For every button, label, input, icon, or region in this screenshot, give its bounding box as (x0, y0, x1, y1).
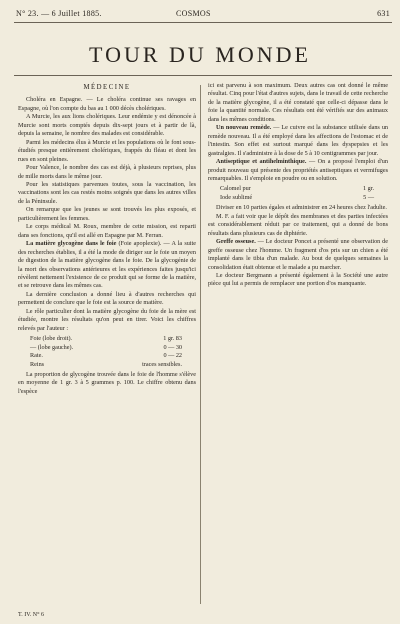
paragraph: La dernière conclusion a donné lieu à d'autres recherches qui permettent de conclure que le foie est la source de matière. (18, 290, 196, 307)
left-column (18, 82, 196, 612)
title-rule (14, 75, 392, 76)
paragraph: M. F. a fait voir que le dépôt des membranes et des parties infectées est considérablement réduit par ce traitement, qui a donné de bons résultats dans plusieurs cas de diphtérie. (208, 212, 388, 237)
footer-signature: T. IV. N° 6 (18, 612, 45, 618)
paragraph: A Murcie, les aux lions cholériques. Leur endémie y est dénoncée à Murcie sont morts comptés depuis dix-sept jours et à partir de là, depuis la semaine, le nombre des malades est considérable. (18, 113, 196, 138)
article-text: (Foie apoplexie). — A la suite des recherches établies, il a été la mode de diriger sur le foie un moyen de digestion de la matière glycogène dans le foie. De la glycogénie de la mort des observations antérieures et les expériences faites jusqu'ici révèlent nettement l'existence de ce produit qui se forme de la matière, et se retrouve dans les mêmes cas. (18, 240, 196, 290)
paragraph: Le docteur Bergmann a présenté également à la Société une autre pièce qui lui a permis de remplacer une portion d'os manquante. (208, 271, 388, 288)
paragraph: ici est parvenu à son maximum. Deux autres cas ont donné le même résultat. Cinq pour l'état d'autres sujets, dans le travail de cette recherche de la matière glycogène, il a été constaté que celle-ci dépasse dans le foie la quantité normale. Ces résultats ont été vérifiés sur des animaux dans les mêmes conditions. (208, 82, 388, 123)
table-row (18, 344, 196, 352)
right-column (208, 82, 388, 612)
paragraph: Diviser en 10 parties égales et administrer en 24 heures chez l'adulte. (216, 204, 387, 212)
paragraph: Le rôle particulier dont la matière glycogène du foie de la mère est étudiée, montre les résultats qu'on peut en tirer. Voici les chiffres relevés par l'auteur : (18, 307, 196, 332)
paragraph: On remarque que les jeunes se sont trouvés les plus exposés, et particulièrement les femmes. (18, 206, 196, 222)
table-value: 5 — (363, 193, 374, 201)
issue-number: N° 23. — 6 Juillet 1885. (16, 9, 102, 18)
article-text: — Le cuivre est la substance utilisée dans un remède nouveau. Il a été employé dans les affections de l'estomac et de l'intestin. Son effet est surtout marqué dans les dyspepsies et les gastralgies. Il s'administre à la dose de 5 à 10 centigrammes par jour. (208, 124, 388, 157)
table-label: Iode sublimé (220, 193, 253, 201)
table-label: Foie (lobe droit). (30, 335, 73, 343)
data-table (18, 335, 196, 369)
table-value: 1 gr. (363, 185, 374, 193)
table-label: Calomel pur (220, 185, 251, 193)
table-label: Reins (30, 360, 45, 368)
table-row (18, 352, 196, 360)
table-value: traces sensibles. (142, 360, 182, 368)
page-number: 631 (377, 9, 390, 18)
paragraph (208, 158, 388, 183)
page-title: TOUR DU MONDE (89, 42, 311, 67)
table-value: 0 — 30 (163, 343, 182, 351)
paragraph (208, 238, 388, 272)
column-divider (200, 85, 201, 604)
table-value: 1 gr. 83 (163, 335, 182, 343)
article-heading: Greffe osseuse. (216, 238, 256, 246)
table-label: Rate. (30, 352, 43, 360)
table-row (18, 335, 196, 343)
table-label: — (lobe gauche). (30, 343, 74, 351)
paragraph: La proportion de glycogène trouvée dans le foie de l'homme s'élève en moyenne de 1 gr. 3 à 5 grammes p. 100. Le chiffre obtenu dans l'espèce (18, 370, 196, 395)
article-text: — On a proposé l'emploi d'un produit nouveau qui présente des propriétés antiseptiques et vermifuges remarquables. Il s'emploie en poudre ou en solution. (208, 158, 388, 182)
journal-name: COSMOS (176, 9, 211, 18)
paragraph: Parmi les médecins élus à Murcie et les populations où le font sous-étudiés presque entièrement cholériques, frappés du fléau et dont les rues en sont pleines. (18, 138, 196, 163)
article-heading: Un nouveau remède. (216, 124, 272, 132)
article-heading: La matière glycogène dans le foie (26, 240, 117, 248)
paragraph: Pour Valence, le nombre des cas est déjà, à plusieurs reprises, plus de mille morts dans le même jour. (18, 164, 196, 180)
formula-table (208, 185, 388, 202)
paragraph: Choléra en Espagne. — Le choléra continue ses ravages en Espagne, où l'on compte du bas au 1 000 décès cholériques. (18, 96, 196, 112)
paragraph: Le corps médical M. Roux, membre de cette mission, est reparti dans ses fonctions, qu'il est allé en Espagne par M. Ferran. (18, 223, 196, 239)
paragraph (18, 240, 196, 291)
paragraph: Pour les statistiques parvenues toutes, sous la vaccination, les vaccinations sont les cas restés moins soignés que dans les autres villes de la Péninsule. (18, 180, 196, 205)
article-heading: Antiseptique et antihelminthique. (216, 158, 307, 166)
table-row (18, 361, 196, 369)
paragraph (208, 124, 388, 158)
running-header (16, 9, 390, 21)
article-text: — Le docteur Poncet a présenté une observation de greffe osseuse chez l'homme. Un fragment d'os pris sur un chien a été implanté dans le tibia d'un malade. Au bout de quelques semaines la consolidation était obtenue et le malade a pu marcher. (208, 238, 388, 271)
table-value: 0 — 22 (163, 352, 182, 360)
section-heading: MÉDECINE (83, 84, 131, 91)
table-row (208, 185, 388, 193)
table-row (208, 194, 388, 202)
header-rule (14, 22, 392, 23)
